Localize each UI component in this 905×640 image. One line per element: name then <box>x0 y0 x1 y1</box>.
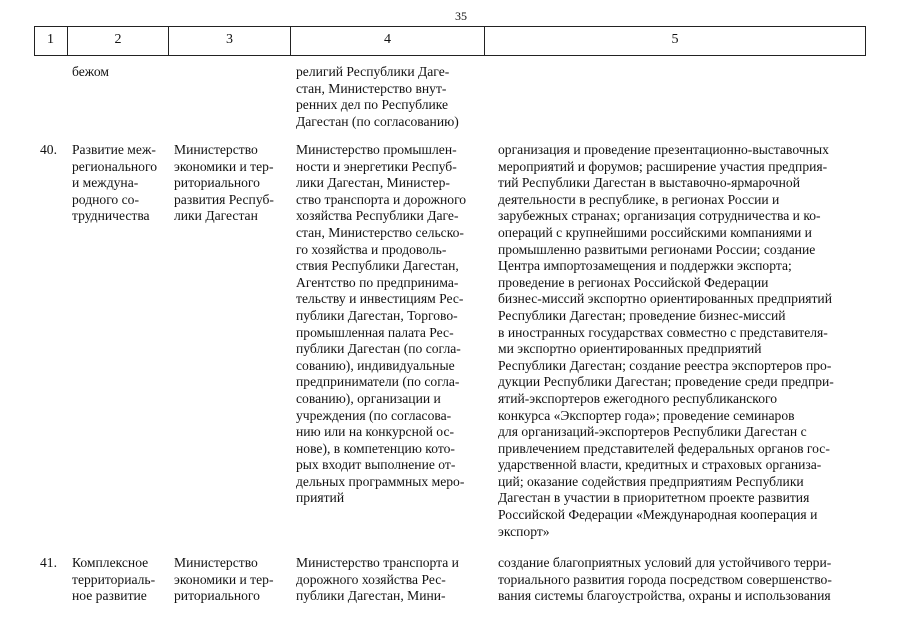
row-participants-text: Министерство транспорта и дорожного хозяйства Рес- публики Дагестан, Мини- <box>296 555 459 604</box>
column-header-5: 5 <box>671 32 679 47</box>
row-participants-text: Министерство промышлен- ности и энергетики Респуб- лики Дагестан, Министер- ство транспорта и дорожного хозяйства Республики Даге- стан, Министерство сельско- го хозяйства и продоволь- ствия Республики Дагестан, Агентство по предпринима- тельству и инвестициям Рес- публики Дагестан, Торгово- промышленная палата Рес- публики Дагестан (по согла- сованию), индивидуальные предприниматели (по согла- сованию), организации и учреждения (по согласова- нию или на конкурсной ос- нове), в компетенцию кото- рых входит выполнение от- дельных программных меро- приятий <box>296 142 467 506</box>
table-header-bottom-rule <box>34 55 866 56</box>
row-number: 41. <box>40 555 57 570</box>
row-responsible-text: Министерство экономики и тер- риториального развития Респуб- лики Дагестан <box>174 142 274 224</box>
row-measures-text: организация и проведение презентационно-выставочных мероприятий и форумов; расширение участия предприя- тий Республики Дагестан в выставочно-ярмарочной деятельности в республике, в регионах России и зарубежных странах; организация сотрудничества и ко- операций с крупнейшими российскими компаниями и промышленно развитыми регионами России; создание Центра импортозамещения и поддержки экспорта; проведение в регионах Российской Федерации бизнес-миссий экспортно ориентированных предприятий Республики Дагестан; проведение бизнес-миссий в иностранных государствах совместно с представителя- ми экспортно ориентированных предприятий Республики Дагестан; создание реестра экспортеров про- дукции Республики Дагестан; проведение среди предпри- ятий-экспортеров ежегодного республиканского конкурса «Экспортер года»; проведение семинаров для организаций-экспортеров Республики Дагестан с привлечением представителей федеральных органов гос- ударственной власти, кредитных и страховых организа- ций; оказание содействия предприятиям Республики Дагестан в участии в приоритетном проекте развития Российской Федерации «Международная кооперация и экспорт» <box>498 142 834 539</box>
column-header-2: 2 <box>114 32 122 47</box>
row-measures-text: создание благоприятных условий для устойчивого терри- ториального развития города посредством совершенство- вания системы благоустройства, охраны и использования <box>498 555 832 604</box>
row-goal-text: Развитие меж- регионального и междуна- родного со- трудничества <box>72 142 157 224</box>
continuation-participants-text: религий Республики Даге- стан, Министерство внут- ренних дел по Республике Дагестан (по согласованию) <box>296 64 459 129</box>
row-responsible-text: Министерство экономики и тер- риториального <box>174 555 274 604</box>
table-divider <box>865 26 866 56</box>
column-header-3: 3 <box>226 32 233 47</box>
column-header-1: 1 <box>47 32 54 47</box>
row-number: 40. <box>40 142 57 157</box>
continuation-goal-text: бежом <box>72 64 109 79</box>
table-top-rule <box>34 26 866 27</box>
row-goal-text: Комплексное территориаль- ное развитие <box>72 555 156 604</box>
page-number: 35 <box>455 9 467 23</box>
column-header-4: 4 <box>384 32 391 47</box>
